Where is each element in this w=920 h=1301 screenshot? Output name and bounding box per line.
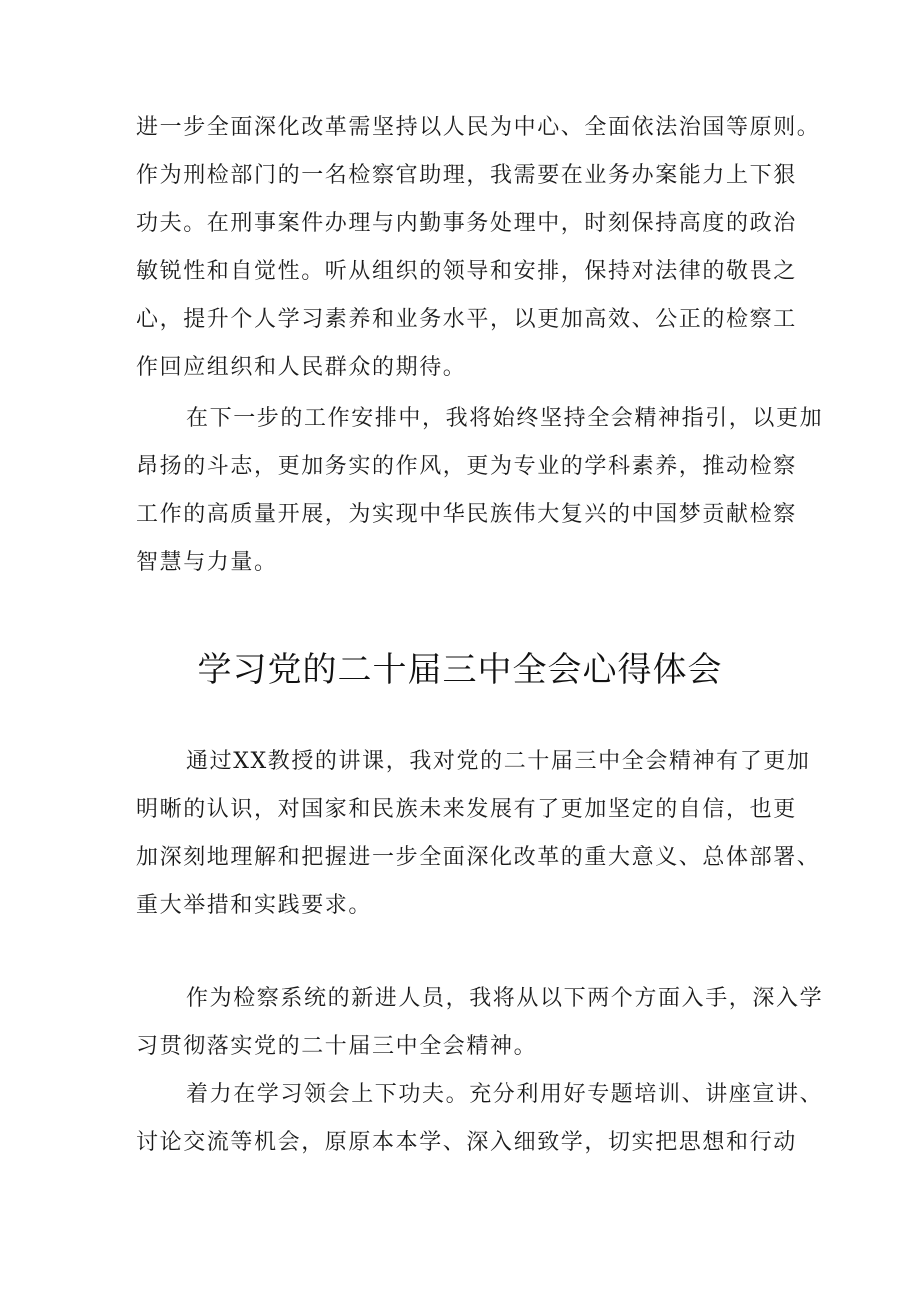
text-line: 昂扬的斗志，更加务实的作风，更为专业的学科素养，推动检察 <box>136 454 797 479</box>
text-line: 习贯彻落实党的二十届三中全会精神。 <box>136 1034 538 1059</box>
text-line: 进一步全面深化改革需坚持以人民为中心、全面依法治国等原则。 <box>136 115 821 140</box>
text-line: 功夫。在刑事案件办理与内勤事务处理中，时刻保持高度的政治 <box>136 211 797 236</box>
text-line: 敏锐性和自觉性。听从组织的领导和安排，保持对法律的敬畏之 <box>136 259 797 284</box>
text-line: 明晰的认识，对国家和民族未来发展有了更加坚定的自信，也更 <box>136 797 797 822</box>
document-title: 学习党的二十届三中全会心得体会 <box>197 650 723 690</box>
text-line: 加深刻地理解和把握进一步全面深化改革的重大意义、总体部署、 <box>136 845 821 870</box>
text-line: 心，提升个人学习素养和业务水平，以更加高效、公正的检察工 <box>136 307 797 332</box>
text-line: 着力在学习领会上下功夫。充分利用好专题培训、讲座宣讲、 <box>186 1082 824 1107</box>
text-line: 通过XX教授的讲课，我对党的二十届三中全会精神有了更加 <box>186 749 811 774</box>
text-line: 工作的高质量开展，为实现中华民族伟大复兴的中国梦贡献检察 <box>136 502 797 527</box>
text-line: 智慧与力量。 <box>136 550 278 575</box>
text-line: 讨论交流等机会，原原本本学、深入细致学，切实把思想和行动 <box>136 1130 797 1155</box>
text-line: 重大举措和实践要求。 <box>136 893 373 918</box>
text-line: 作为刑检部门的一名检察官助理，我需要在业务办案能力上下狠 <box>136 163 797 188</box>
text-line: 作回应组织和人民群众的期待。 <box>136 355 467 380</box>
text-line: 在下一步的工作安排中，我将始终坚持全会精神指引，以更加 <box>186 406 824 431</box>
text-line: 作为检察系统的新进人员，我将从以下两个方面入手，深入学 <box>186 986 824 1011</box>
